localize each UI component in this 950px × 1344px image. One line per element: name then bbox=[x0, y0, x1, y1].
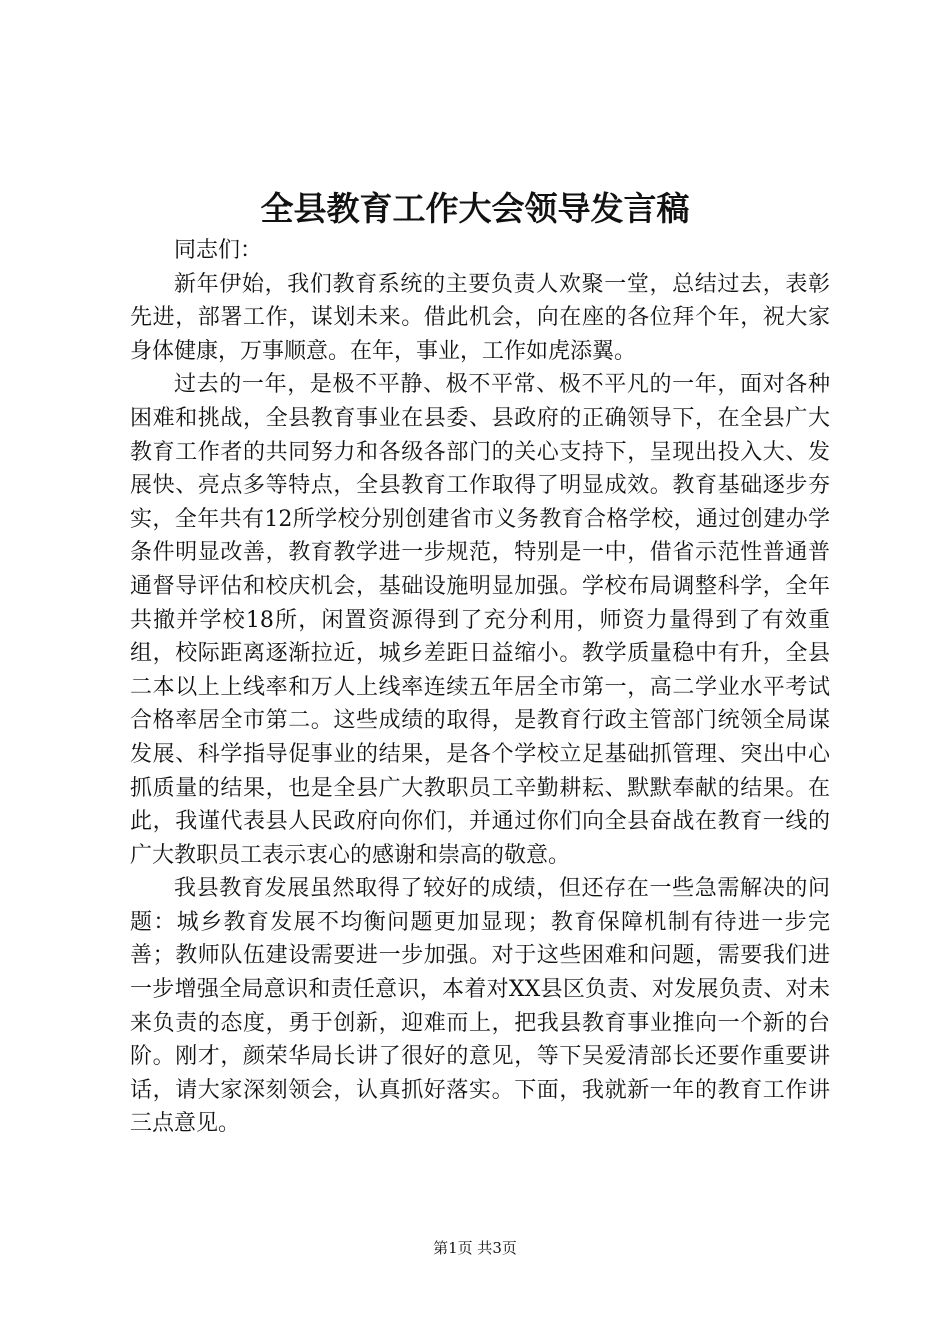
problems-paragraph: 我县教育发展虽然取得了较好的成绩，但还存在一些急需解决的问题：城乡教育发展不均衡问题更加显现；教育保障机制有待进一步完善；教师队伍建设需要进一步加强。对于这些困难和问题，需要我们进一步增强全局意识和责任意识，本着对XX县区负责、对发展负责、对未来负责的态度，勇于创新，迎难而上，把我县教育事业推向一个新的台阶。刚才，颜荣华局长讲了很好的意见，等下吴爱清部长还要作重要讲话，请大家深刻领会，认真抓好落实。下面，我就新一年的教育工作讲三点意见。 bbox=[130, 876, 830, 1137]
document-body bbox=[130, 234, 830, 1141]
document-title: 全县教育工作大会领导发言稿 bbox=[260, 189, 690, 228]
opening-paragraph: 新年伊始，我们教育系统的主要负责人欢聚一堂，总结过去，表彰先进，部署工作，谋划未来。借此机会，向在座的各位拜个年，祝大家身体健康，万事顺意。在年，事业，工作如虎添翼。 bbox=[130, 271, 830, 364]
achievements-paragraph: 过去的一年，是极不平静、极不平常、极不平凡的一年，面对各种困难和挑战，全县教育事业在县委、县政府的正确领导下，在全县广大教育工作者的共同努力和各级各部门的关心支持下，呈现出投入大、发展快、亮点多等特点，全县教育工作取得了明显成效。教育基础逐步夯实，全年共有12所学校分别创建省市义务教育合格学校，通过创建办学条件明显改善，教育教学进一步规范，特别是一中，借省示范性普通普通督导评估和校庆机会，基础设施明显加强。学校布局调整科学，全年共撤并学校18所，闲置资源得到了充分利用，师资力量得到了有效重组，校际距离逐渐拉近，城乡差距日益缩小。教学质量稳中有升，全县二本以上上线率和万人上线率连续五年居全市第一，高二学业水平考试合格率居全市第二。这些成绩的取得，是教育行政主管部门统领全局谋发展、科学指导促事业的结果，是各个学校立足基础抓管理、突出中心抓质量的结果，也是全县广大教职员工辛勤耕耘、默默奉献的结果。在此，我谨代表县人民政府向你们，并通过你们向全县奋战在教育一线的广大教职员工表示衷心的感谢和崇高的敬意。 bbox=[130, 372, 830, 868]
page-number-footer: 第1页 共3页 bbox=[433, 1239, 517, 1257]
salutation-paragraph: 同志们： bbox=[174, 238, 263, 263]
